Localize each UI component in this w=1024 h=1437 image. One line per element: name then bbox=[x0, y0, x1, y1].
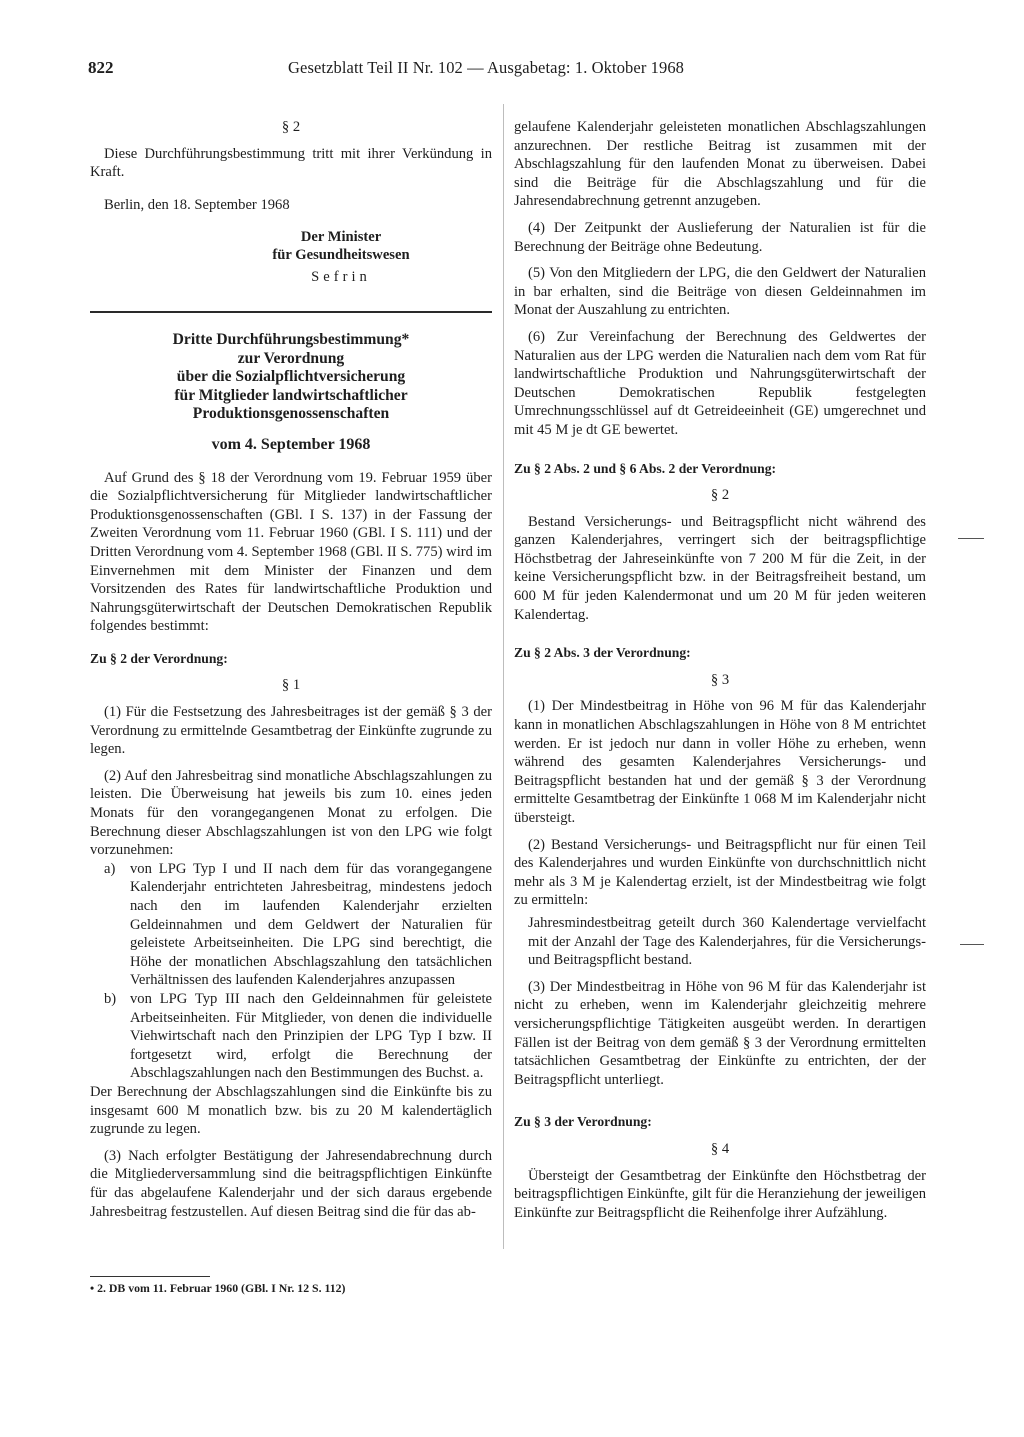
footnote-rule bbox=[90, 1276, 210, 1277]
title-line-4: für Mitglieder landwirtschaftlicher bbox=[174, 386, 408, 404]
subheading: Zu § 2 der Verordnung: bbox=[90, 650, 228, 666]
list-label: b) bbox=[104, 990, 117, 1007]
paragraph: (1) Für die Festsetzung des Jahresbeitrages ist der gemäß § 3 der Verordnung zu ermittelnde Gesamtbetrag der Einkünfte zugrunde zu legen. bbox=[90, 704, 492, 758]
document-date: vom 4. September 1968 bbox=[211, 435, 371, 453]
signer-title bbox=[190, 228, 492, 264]
paragraph: (4) Der Zeitpunkt der Auslieferung der Naturalien ist für die Berechnung der Beiträge ohne Bedeutung. bbox=[514, 219, 926, 255]
paragraph: (3) Der Mindestbeitrag in Höhe von 96 M für das Kalenderjahr ist nicht zu erheben, wenn im Kalenderjahr gleichzeitig mehrere versicherungspflichtige Tätigkeiten ausgeübt werden. In derartigen Fällen ist der Beitrag von dem gemäß § 3 der Verordnung ermittelten tatsächlichen Gesamtbetrag der Einkünfte zu entrichten, der der Beitragspflicht unterliegt. bbox=[514, 978, 926, 1088]
paragraph: Bestand Versicherungs- und Beitragspflicht nicht während des ganzen Kalenderjahres, verringert sich der beitragspflichtige Höchstbetrag der Jahreseinkünfte von 7 200 M für die Zeit, in der keine Versicherungspflicht bzw. in der Beitragsfreiheit bestand, um 600 M für jeden Kalendermonat und um 20 M für jeden weiteren Kalendertag. bbox=[514, 513, 926, 623]
page-number: 822 bbox=[88, 58, 114, 77]
separator-rule bbox=[90, 311, 492, 313]
section-heading: § 4 bbox=[710, 1140, 730, 1157]
preamble: Auf Grund des § 18 der Verordnung vom 19. Februar 1959 über die Sozialpflichtversicherung für Mitglieder landwirtschaftlicher Produktionsgenossenschaften (GBl. I S. 137) in der Fassung der Zweiten Verordnung vom 11. Februar 1960 (GBl. I S. 111) und der Dritten Verordnung vom 4. September 1968 (GBl. II S. 775) wird im Einvernehmen mit dem Minister der Finanzen und dem Vorsitzenden des Rates für landwirtschaftliche Produktion und Nahrungsgüterwirtschaft der Deutschen Demokratischen Republik folgendes bestimmt: bbox=[90, 469, 492, 635]
paragraph: (2) Bestand Versicherungs- und Beitragspflicht nur für einen Teil des Kalenderjahres und wurden Einkünfte von durchschnittlich nicht mehr als 3 M je Kalendertag erzielt, ist der Mindestbeitrag wie folgt zu ermitteln: bbox=[514, 836, 926, 909]
title-line-2: zur Verordnung bbox=[237, 349, 345, 367]
margin-mark bbox=[958, 538, 984, 539]
subheading: Zu § 2 Abs. 2 und § 6 Abs. 2 der Verordnung: bbox=[514, 460, 777, 476]
subheading: Zu § 2 Abs. 3 der Verordnung: bbox=[514, 645, 691, 661]
section-heading: § 1 bbox=[281, 677, 301, 694]
paragraph: Der Berechnung der Abschlagszahlungen sind die Einkünfte bis zu insgesamt 600 M monatlich bzw. bis zu 20 M kalendertäglich zugrunde zu legen. bbox=[90, 1083, 492, 1138]
footnote: • 2. DB vom 11. Februar 1960 (GBl. I Nr. 12 S. 112) bbox=[90, 1281, 346, 1295]
paragraph: Diese Durchführungsbestimmung tritt mit ihrer Verkündung in Kraft. bbox=[90, 145, 492, 181]
paragraph: gelaufene Kalenderjahr geleisteten monatlichen Abschlagszahlungen anzurechnen. Der restliche Beitrag ist zusammen mit der Abschlagszahlung für den laufenden Monat zu überweisen. Dabei sind die Beiträge für die Abschlagszahlung und für die Jahresendabrechnung getrennt anzugeben. bbox=[514, 119, 926, 210]
list-item bbox=[90, 860, 492, 990]
margin-mark bbox=[960, 944, 984, 945]
formula-text: Jahresmindestbeitrag geteilt durch 360 Kalendertage vervielfacht mit der Anzahl der Tage des Kalenderjahres, für die Versicherungs- und Beitragspflicht bestand. bbox=[528, 914, 926, 969]
running-head: Gesetzblatt Teil II Nr. 102 — Ausgabetag: 1. Oktober 1968 bbox=[288, 58, 685, 77]
section-heading: § 2 bbox=[710, 487, 730, 504]
right-column bbox=[514, 118, 926, 1222]
paragraph: Übersteigt der Gesamtbetrag der Einkünfte den Höchstbetrag der beitragspflichtigen Einkünfte, gilt für die Heranziehung der jeweiligen Einkünfte zur Beitragspflicht die Reihenfolge ihrer Aufzählung. bbox=[514, 1167, 926, 1221]
title-line-5: Produktionsgenossenschaften bbox=[192, 405, 390, 423]
document-title bbox=[90, 331, 492, 424]
paragraph: (6) Zur Vereinfachung der Berechnung des Geldwertes der Naturalien aus der LPG werden die Naturalien nach dem vom Rat für landwirtschaftliche Produktion und Nahrungsgüterwirtschaft der Deutschen Demokratischen Republik festgelegten Umrechnungsschlüssel auf dt Getreideeinheit (GE) umgerechnet und mit 45 M je dt GE bewertet. bbox=[514, 328, 926, 438]
column-rule bbox=[503, 104, 504, 1249]
place-date: Berlin, den 18. September 1968 bbox=[104, 196, 290, 213]
subheading: Zu § 3 der Verordnung: bbox=[514, 1114, 652, 1130]
list-label: a) bbox=[104, 860, 116, 877]
title-line-1: Dritte Durchführungsbestimmung* bbox=[172, 330, 410, 348]
list-text: von LPG Typ III nach den Geldeinnahmen für geleistete Arbeitseinheiten. Für Mitglieder, von denen die individuelle Viehwirtschaft nach den Prinzipien der LPG Typ I bzw. II fortgesetzt wird, erfolgt die Berechnung der Abschlagszahlungen nach den Bestimmungen des Buchst. a. bbox=[130, 990, 492, 1082]
signer-title-line-2: für Gesundheitswesen bbox=[272, 247, 410, 264]
signer-title-line-1: Der Minister bbox=[300, 229, 382, 246]
paragraph: (3) Nach erfolgter Bestätigung der Jahresendabrechnung durch die Mitgliederversammlung sind die beitragspflichtigen Einkünfte für das abgelaufene Kalenderjahr und der sich daraus ergebende Jahresbeitrag festzustellen. Auf diesen Beitrag sind die für das ab- bbox=[90, 1147, 492, 1220]
list-item bbox=[90, 990, 492, 1083]
section-heading: § 3 bbox=[710, 671, 730, 688]
signer-name: Sefrin bbox=[311, 269, 371, 286]
paragraph: (2) Auf den Jahresbeitrag sind monatliche Abschlagszahlungen zu leisten. Die Überweisung hat jeweils bis zum 10. eines jeden Monats für den vorangegangenen Monat zu erfolgen. Die Berechnung dieser Abschlagszahlungen ist von den LPG wie folgt vorzunehmen: bbox=[90, 767, 492, 859]
paragraph: (1) Der Mindestbeitrag in Höhe von 96 M für das Kalenderjahr kann in monatlichen Abschlagszahlungen in Höhe von 8 M entrichtet werden. Er ist jedoch nur dann in voller Höhe zu erheben, wenn während des gesamten Kalenderjahres Versicherungs- und Beitragspflicht bestanden hat und der gemäß § 3 der Verordnung ermittelte Gesamtbetrag der Einkünfte 1 068 M im Kalenderjahr nicht übersteigt. bbox=[514, 698, 926, 826]
title-line-3: über die Sozialpflichtversicherung bbox=[176, 368, 406, 386]
left-column bbox=[90, 118, 492, 1221]
list-text: von LPG Typ I und II nach dem für das vorangegangene Kalenderjahr entrichteten Jahresbeitrag, mindestens jedoch nach den im laufenden Kalenderjahr erzielten Geldeinnahmen und dem Geldwert der Naturalien für geleistete Arbeitseinheiten. Die LPG sind berechtigt, die Höhe der monatlichen Abschlagszahlung den tatsächlichen Verhältnissen des laufenden Kalenderjahres anzupassen bbox=[130, 860, 492, 989]
paragraph: (5) Von den Mitgliedern der LPG, die den Geldwert der Naturalien in bar erhalten, sind die Beiträge von diesen Geldeinnahmen im Monat der Auszahlung zu entrichten. bbox=[514, 265, 926, 319]
section-heading: § 2 bbox=[281, 119, 301, 135]
